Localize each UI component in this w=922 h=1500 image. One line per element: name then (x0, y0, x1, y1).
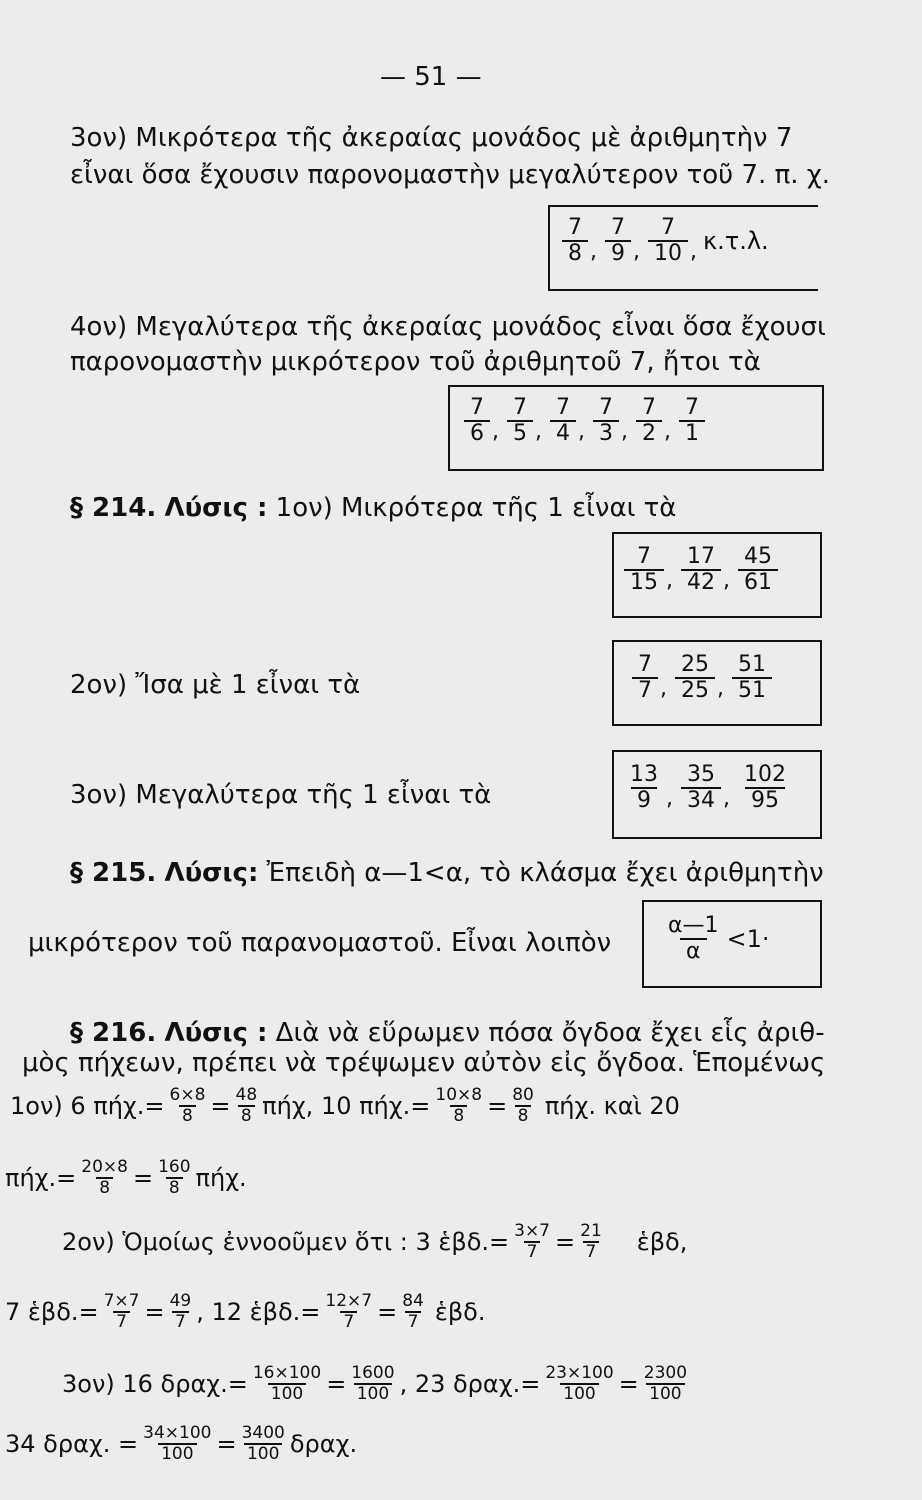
fraction: $\frac{6\times 8}{8}$ (169, 1085, 206, 1126)
fraction: $\frac{7}{3}$ (593, 396, 619, 446)
fraction: $\frac{13}{9}$ (630, 762, 658, 813)
s214-text1: 1ον) Μικρότερα τῆς 1 εἶναι τὰ (275, 493, 677, 523)
s214-text3: 3ον) Μεγαλύτερα τῆς 1 εἶναι τὰ (70, 780, 492, 810)
eq-sign: = (216, 1430, 237, 1458)
fraction: $\frac{51}{51}$ (732, 653, 772, 703)
page-number: — 51 — (380, 62, 482, 92)
fraction: $\frac{1600}{100}$ (351, 1363, 395, 1404)
fraction: $\frac{23\times 100}{100}$ (545, 1363, 614, 1404)
eq-sign: = (326, 1370, 347, 1398)
fraction: $\frac{49}{7}$ (169, 1291, 192, 1332)
eq-sign: = (377, 1298, 398, 1326)
s214-text2: 2ον) Ἴσα μὲ 1 εἶναι τὰ (70, 670, 361, 700)
fraction: $\frac{3400}{100}$ (241, 1423, 285, 1464)
fraction: $\frac{160}{8}$ (158, 1157, 191, 1198)
s215-line2: μικρότερον τοῦ παρανομαστοῦ. Εἶναι λοιπὸν (28, 928, 612, 958)
s215-inequality (660, 914, 770, 964)
eq-sign: = (144, 1298, 165, 1326)
fraction: $\frac{7}{2}$ (636, 396, 662, 446)
s216-row4 (5, 1292, 485, 1332)
s216-text1: Διὰ νὰ εὕρωμεν πόσα ὄγδοα ἔχει εἷς ἀριθ- (275, 1018, 825, 1048)
eq-text: δραχ. (289, 1430, 358, 1458)
section-label: Λύσις: (164, 858, 259, 888)
p1-line2: εἶναι ὅσα ἔχουσιν παρονομαστὴν μεγαλύτερον τοῦ 7. π. χ. (70, 160, 831, 190)
fraction: $\frac{25}{25}$ (675, 653, 715, 703)
eq-text: 7 ἑβδ.= (5, 1298, 99, 1326)
fraction: $\frac{7}{6}$ (464, 396, 490, 446)
p2-line2: παρονομαστὴν μικρότερον τοῦ ἀριθμητοῦ 7, ἤτοι τὰ (70, 347, 761, 377)
s216-row1 (10, 1086, 680, 1126)
s216-row3 (62, 1222, 687, 1262)
eq-text: , 12 ἑβδ.= (196, 1298, 321, 1326)
fraction: $\frac{21}{7}$ (580, 1221, 602, 1262)
section-heading: § 214. (70, 493, 157, 523)
s216-row5 (62, 1364, 692, 1404)
s214-fractions1: $\frac{7}{15}$ , $\frac{17}{42}$ , $\frac{45}{61}$ (622, 545, 780, 595)
etc-text: κ.τ.λ. (703, 227, 769, 255)
eq-text: πήχ. καὶ 20 (544, 1092, 680, 1120)
p1-line1: 3ον) Μικρότερα τῆς ἀκεραίας μονάδος μὲ ἀριθμητὴν 7 (70, 123, 793, 153)
p2-line1: 4ον) Μεγαλύτερα τῆς ἀκεραίας μονάδος εἶναι ὅσα ἔχουσι (70, 312, 826, 342)
section-label: Λύσις : (164, 493, 268, 523)
fraction: $\frac{7}{7}$ (632, 653, 658, 703)
eq-text: πήχ, 10 πήχ.= (262, 1092, 431, 1120)
eq-sign: = (132, 1164, 154, 1192)
fraction: $\frac{7\times 7}{7}$ (103, 1291, 140, 1332)
eq-text: , 23 δραχ.= (399, 1370, 541, 1398)
s216-row2 (5, 1158, 247, 1198)
eq-text: 34 δραχ. = (5, 1430, 139, 1458)
eq-sign: = (487, 1092, 508, 1120)
eq-text: 3ον) 16 δραχ.= (62, 1370, 248, 1398)
section-heading: § 216. (70, 1018, 157, 1048)
fraction: $\frac{80}{8}$ (512, 1085, 534, 1126)
s214-fractions2: $\frac{7}{7}$ , $\frac{25}{25}$ , $\frac{51}{51}$ (630, 653, 774, 703)
eq-text: πήχ.= (5, 1164, 77, 1192)
fraction: $\frac{12\times 7}{7}$ (325, 1291, 373, 1332)
fraction: $\frac{\alpha—1}{\alpha}$ (668, 913, 719, 964)
fraction: $\frac{45}{61}$ (738, 545, 778, 595)
fraction: $\frac{3\times 7}{7}$ (514, 1221, 551, 1262)
eq-sign: = (555, 1228, 576, 1256)
s214-line1 (70, 493, 676, 523)
fraction: $\frac{84}{7}$ (402, 1291, 424, 1332)
eq-text: ἑβδ, (636, 1228, 688, 1256)
eq-text: 1ον) 6 πήχ.= (10, 1092, 165, 1120)
eq-sign: = (210, 1092, 231, 1120)
fraction: $\frac{2300}{100}$ (643, 1363, 688, 1404)
fraction: $\frac{7}{5}$ (507, 396, 533, 446)
fraction: $\frac{35}{34}$ (681, 763, 721, 813)
fraction: $\frac{102}{95}$ (744, 762, 786, 813)
fraction: $\frac{34\times 100}{100}$ (143, 1423, 212, 1464)
s216-line2: μὸς πήχεων, πρέπει νὰ τρέψωμεν αὐτὸν εἰς ὄγδοα. Ἑπομένως (22, 1048, 826, 1078)
fraction: $\frac{48}{8}$ (235, 1085, 258, 1126)
fraction: $\frac{7}{10}$ (648, 216, 688, 266)
eq-text: ἑβδ. (434, 1298, 486, 1326)
eq-text: 2ον) Ὁμοίως ἐννοοῦμεν ὅτι : 3 ἑβδ.= (62, 1228, 510, 1256)
eq-sign: = (618, 1370, 639, 1398)
eq-text: πήχ. (195, 1164, 247, 1192)
fraction: $\frac{7}{15}$ (624, 545, 664, 595)
s214-fractions3: $\frac{13}{9}$ , $\frac{35}{34}$ , $\frac{102}{95}$ (622, 763, 794, 813)
fraction: $\frac{16\times 100}{100}$ (252, 1363, 322, 1404)
fraction: $\frac{7}{9}$ (605, 216, 631, 266)
s215-line1 (70, 858, 824, 888)
fraction: $\frac{20\times 8}{8}$ (81, 1157, 128, 1198)
fraction: $\frac{17}{42}$ (681, 545, 721, 595)
fraction: $\frac{7}{1}$ (679, 396, 705, 446)
fraction: $\frac{7}{8}$ (562, 216, 588, 266)
section-heading: § 215. (70, 858, 157, 888)
p2-fractions: $\frac{7}{6}$ , $\frac{7}{5}$ , $\frac{7}{4}$ , $\frac{7}{3}$ , $\frac{7}{2}$ , $\frac{7}{1}$ (462, 396, 707, 446)
inequality-suffix: <1· (726, 925, 770, 953)
section-label: Λύσις : (164, 1018, 268, 1048)
fraction: $\frac{10\times 8}{8}$ (435, 1085, 483, 1126)
s216-row6 (5, 1424, 357, 1464)
fraction: $\frac{7}{4}$ (550, 396, 576, 446)
s215-text1: Ἐπειδὴ α—1<α, τὸ κλάσμα ἔχει ἀριθμητὴν (266, 858, 824, 888)
p1-fractions: $\frac{7}{8}$ , $\frac{7}{9}$ , $\frac{7}{10}$ , κ.τ.λ. (560, 216, 769, 266)
s216-line1 (70, 1018, 825, 1048)
